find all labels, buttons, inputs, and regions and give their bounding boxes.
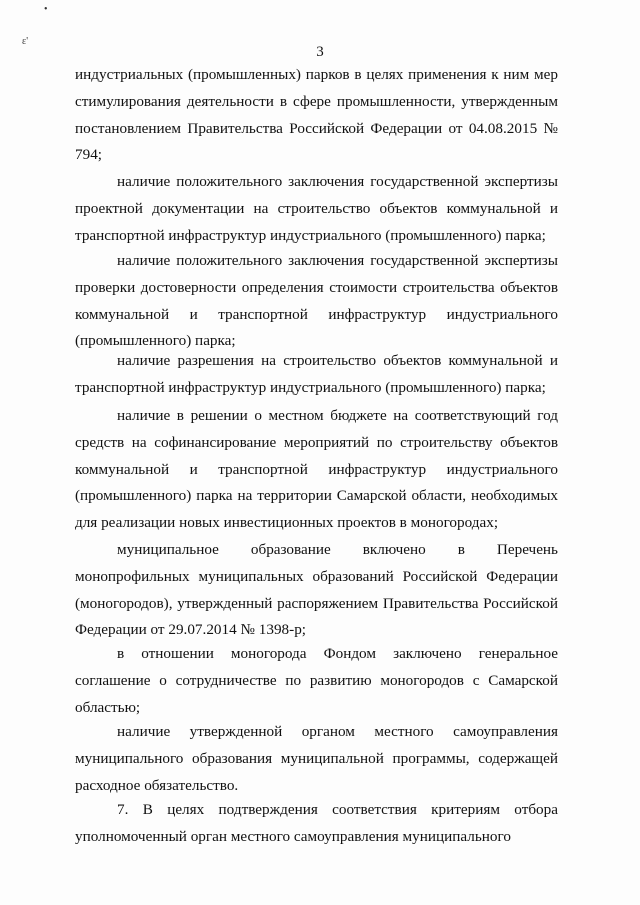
paragraph: 7. В целях подтверждения соответствия критериям отбора уполномоченный орган местного самоуправления муниципального — [75, 801, 558, 845]
document-body — [75, 719, 558, 799]
paragraph: муниципальное образование включено в Перечень монопрофильных муниципальных образований Российской Федерации (моногородов), утвержденный распоряжением Правительства Российской Федерации от 29.07.2014 № 1398-р; — [75, 541, 558, 639]
paragraph: наличие положительного заключения государственной экспертизы проверки достоверности определения стоимости строительства объектов коммунальной и транспортной инфраструктур индустриального (промышленного) парка; — [75, 252, 558, 350]
paragraph: наличие утвержденной органом местного самоуправления муниципального образования муниципальной программы, содержащей расходное обязательство. — [75, 723, 558, 794]
document-body — [75, 797, 558, 851]
scan-mark: • — [44, 4, 48, 15]
paragraph: наличие разрешения на строительство объектов коммунальной и транспортной инфраструктур индустриального (промышленного) парка; — [75, 352, 558, 396]
paragraph-continuation: индустриальных (промышленных) парков в целях применения к ним мер стимулирования деятельности в сфере промышленности, утвержденным постановлением Правительства Российской Федерации от 04.08.2015 № 794; — [75, 66, 558, 164]
page-number: 3 — [316, 44, 324, 60]
paragraph: наличие в решении о местном бюджете на соответствующий год средств на софинансирование мероприятий по строительству объектов коммунальной и транспортной инфраструктур индустриального (промышленного) парка на территории Самарской области, необходимых для реализации новых инвестиционных проектов в моногородах; — [75, 407, 558, 532]
document-body — [75, 62, 558, 169]
document-body — [75, 537, 558, 644]
document-body — [75, 248, 558, 355]
scan-mark: ɛ' — [22, 36, 29, 47]
paragraph: в отношении моногорода Фондом заключено генеральное соглашение о сотрудничестве по развитию моногородов с Самарской областью; — [75, 645, 558, 716]
paragraph: наличие положительного заключения государственной экспертизы проектной документации на строительство объектов коммунальной и транспортной инфраструктур индустриального (промышленного) парка; — [75, 173, 558, 244]
document-body — [75, 641, 558, 721]
document-body — [75, 348, 558, 402]
document-body — [75, 169, 558, 249]
document-body — [75, 403, 558, 537]
